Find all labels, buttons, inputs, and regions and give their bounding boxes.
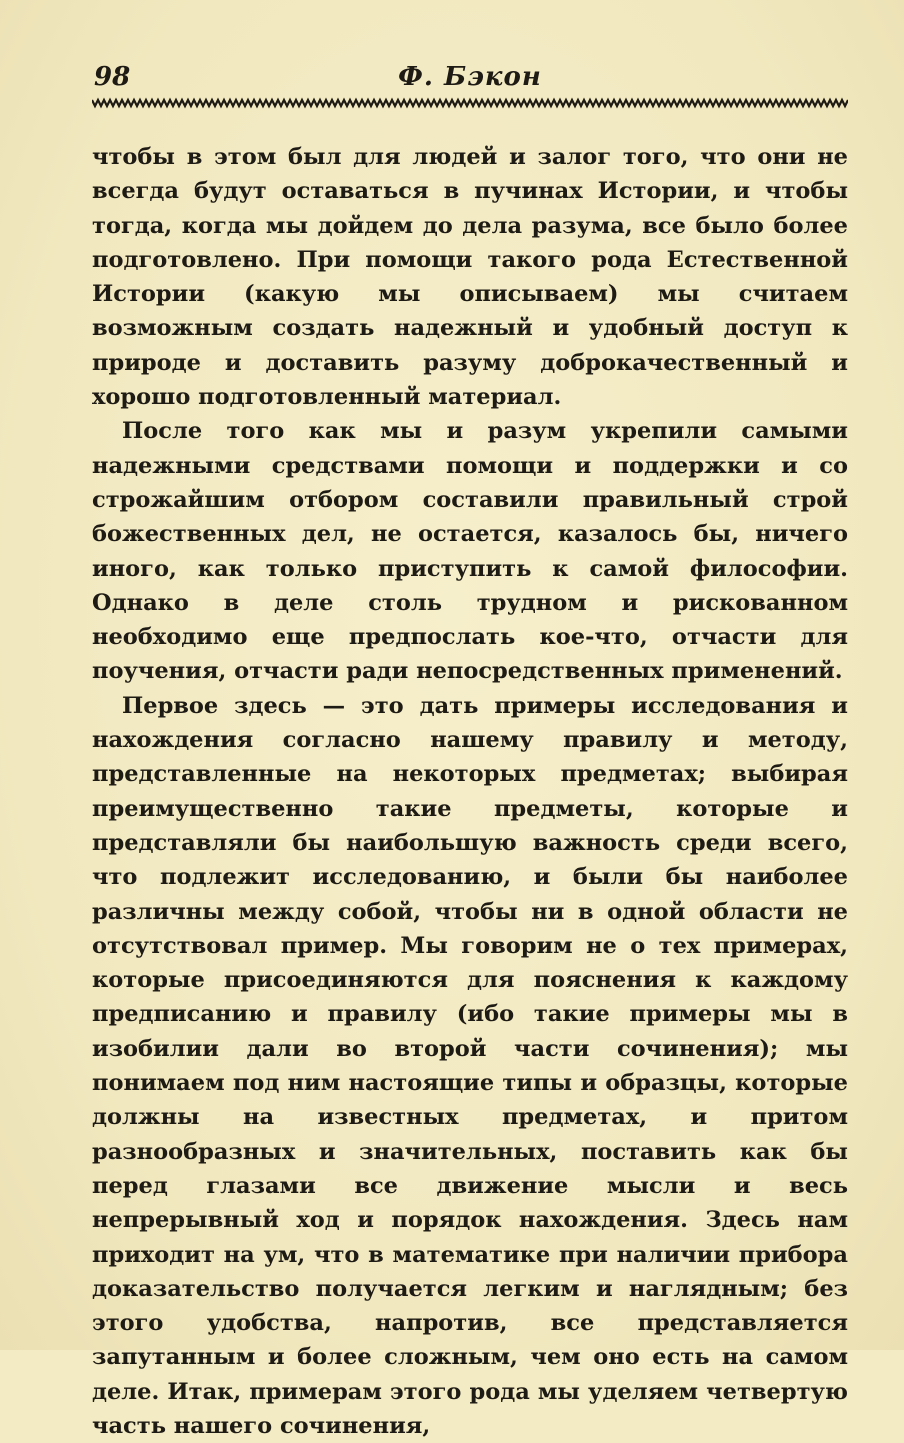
page-header — [92, 58, 848, 98]
running-head: Ф. Бэкон — [398, 62, 542, 92]
paragraph-continued: чтобы в этом был для людей и залог того, что они не всегда будут оставаться в пучинах Истории, и чтобы тогда, когда мы дойдем до дела разума, все было более подготовлено. При помощи такого рода Естественной Истории (какую мы описываем) мы считаем возможным создать надежный и удобный доступ к природе и доставить разуму доброкачественный и хорошо подготовленный материал. — [92, 144, 848, 411]
header-ornament-rule — [92, 96, 848, 110]
paragraph: После того как мы и разум укрепили самыми надежными средствами помощи и поддержки и со строжайшим отбором составили правильный строй божественных дел, не остается, казалось бы, ничего иного, как только приступить к самой философии. Однако в деле столь трудном и рискованном необходимо еще предпослать кое-что, отчасти для поучения, отчасти ради непосредственных применений. — [92, 418, 848, 685]
page-number: 98 — [94, 62, 131, 92]
paragraph: Первое здесь — это дать примеры исследования и нахождения согласно нашему правилу и методу, представленные на некоторых предметах; выбирая преимущественно такие предметы, которые и представляли бы наибольшую важность среди всего, что подлежит исследованию, и были бы наиболее различны между собой, чтобы ни в одной области не отсутствовал пример. Мы говорим не о тех примерах, которые присоединяются для пояснения к каждому предписанию и правилу (ибо такие примеры мы в изобилии дали во второй части сочинения); мы понимаем под ним настоящие типы и образцы, которые должны на известных предметах, и притом разнообразных и значительных, поставить как бы перед глазами все движение мысли и весь непрерывный ход и порядок нахождения. Здесь нам приходит на ум, что в математике при наличии прибора доказательство получается легким и наглядным; без этого удобства, напротив, все представляется запутанным и более сложным, чем оно есть на самом деле. Итак, примерам этого рода мы уделяем четвертую часть нашего сочинения, — [92, 692, 848, 1439]
body-text — [92, 140, 848, 1443]
